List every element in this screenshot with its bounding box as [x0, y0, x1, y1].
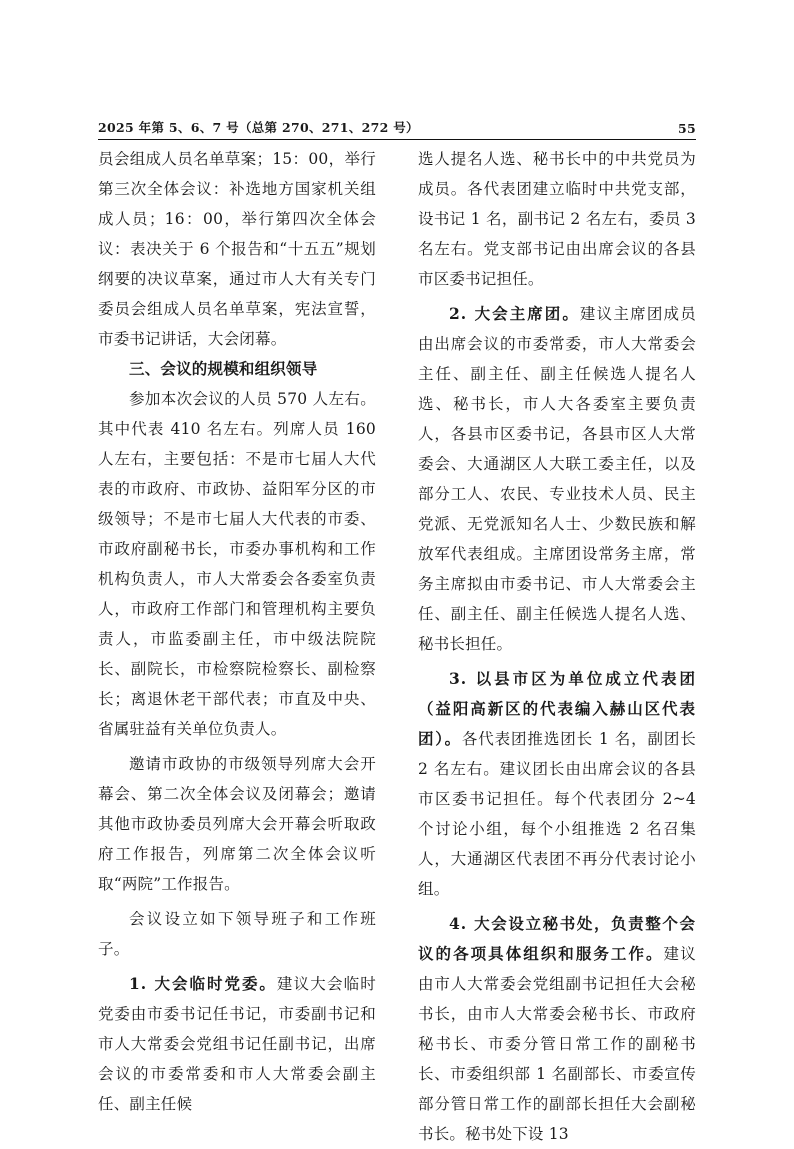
- header-rule: [98, 139, 696, 140]
- item-1-text: 建议大会临时党委由市委书记任书记，市委副书记和市人大常委会党组书记任副书记，出席会议的市委常委和市人大常委会副主任、副主任候: [98, 975, 376, 1113]
- paragraph-attendees: 参加本次会议的人员 570 人左右。其中代表 410 名左右。列席人员 160 人左右，主要包括：不是市七届人大代表的市政府、市政协、益阳军分区的市级领导；不是市七届人大代表的市委、市政府副秘书长，市委办事机构和工作机构负责人，市人大常委会各委室负责人，市政府工作部门和管理机构主要负责人，市监委副主任，市中级法院院长、副院长，市检察院检察长、副检察长；离退休老干部代表；市直及中央、省属驻益有关单位负责人。: [98, 390, 376, 738]
- item-2-text: 建议主席团成员由出席会议的市委常委，市人大常委会主任、副主任、副主任候选人提名人选、秘书长，市人大各委室主要负责人，各县市区委书记，各县市区人大常委会、大通湖区人大联工委主任，以及部分工人、农民、专业技术人员、民主党派、无党派知名人士、少数民族和解放军代表组成。主席团设常务主席，常务主席拟由市委书记、市人大常委会主任、副主任、副主任候选人提名人选、秘书长担任。: [418, 305, 696, 653]
- item-4-text: 建议由市人大常委会党组副书记担任大会秘书长，由市人大常委会秘书长、市政府秘书长、市委分管日常工作的副秘书长、市委组织部 1 名副部长、市委宣传部分管日常工作的副部长担任大会副秘书长。秘书处下设 13: [418, 945, 696, 1143]
- paragraph-continuation: 员会组成人员名单草案；15：00，举行第三次全体会议：补选地方国家机关组成人员；16：00，举行第四次全体会议：表决关于 6 个报告和“十五五”规划纲要的决议草案，通过市人大有关专门委员会组成人员名单草案，宪法宣誓，市委书记讲话，大会闭幕。: [98, 150, 376, 348]
- running-header: [98, 116, 696, 136]
- item-2-label: 2. 大会主席团。: [449, 304, 580, 323]
- issue-info: 2025 年第 5、6、7 号（总第 270、271、272 号）: [98, 120, 419, 135]
- left-column: [98, 144, 376, 1119]
- item-1-label: 1. 大会临时党委。: [129, 974, 277, 993]
- paragraph-setup: 会议设立如下领导班子和工作班子。: [98, 910, 376, 958]
- item-4-label: 4. 大会设立秘书处，负责整个会议的各项具体组织和服务工作。: [418, 914, 696, 963]
- right-column: [418, 144, 696, 1149]
- paragraph-item-2: [418, 299, 696, 659]
- item-3-label: 3. 以县市区为单位成立代表团（益阳高新区的代表编入赫山区代表团）。: [418, 669, 696, 748]
- paragraph-continuation-right: 选人提名人选、秘书长中的中共党员为成员。各代表团建立临时中共党支部，设书记 1 名，副书记 2 名左右，委员 3 名左右。党支部书记由出席会议的各县市区委书记担任。: [418, 150, 696, 288]
- paragraph-invitees: 邀请市政协的市级领导列席大会开幕会、第二次全体会议及闭幕会；邀请其他市政协委员列席大会开幕会听取政府工作报告，列席第二次全体会议听取“两院”工作报告。: [98, 755, 376, 893]
- paragraph-item-3: [418, 664, 696, 904]
- section-heading: 三、会议的规模和组织领导: [129, 359, 318, 378]
- page-number: 55: [678, 121, 696, 136]
- paragraph-item-4: [418, 909, 696, 1149]
- paragraph-item-1: [98, 969, 376, 1119]
- item-3-text: 各代表团推选团长 1 名，副团长 2 名左右。建议团长由出席会议的各县市区委书记担任。每个代表团分 2~4 个讨论小组，每个小组推选 2 名召集人，大通湖区代表团不再分代表讨论小组。: [418, 730, 696, 898]
